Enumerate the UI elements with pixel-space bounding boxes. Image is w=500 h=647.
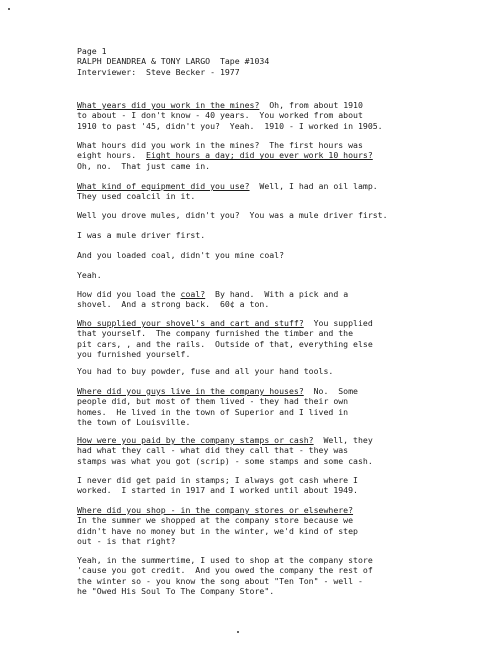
paragraph-payment: How were you paid by the company stamps or cash? Well, they had what they call - what did they call that - they was stamps was what you got (scrip) - some stamps and some cash. <box>77 435 373 466</box>
scan-speck <box>8 8 10 10</box>
interviewer-line: Interviewer: Steve Becker - 1977 <box>77 66 240 77</box>
interviewee-names: RALPH DEANDREA & TONY LARGO Tape #1034 <box>77 56 270 67</box>
paragraph-yeah: Yeah. <box>77 270 102 280</box>
paragraph-powder: You had to buy powder, fuse and all your hand tools. <box>77 366 334 376</box>
scan-speck <box>237 631 239 633</box>
paragraph-equipment: What kind of equipment did you use? Well, I had an oil lamp. They used coalcil in it. <box>77 181 378 202</box>
paragraph-never-stamps: I never did get paid in stamps; I always got cash where I worked. I started in 1917 and I worked until about 1949. <box>77 475 358 496</box>
paragraph-company-houses: Where did you guys live in the company houses? No. Some people did, but most of them lived - they had their own homes. He lived in the town of Superior and I lived in the town of Louisville. <box>77 386 358 428</box>
paragraph-supplies: Who supplied your shovel's and cart and stuff? You supplied that yourself. The company furnished the timber and the pit cars, , and the rails. Outside of that, everything else you furnished yourself. <box>77 318 373 360</box>
paragraph-shopping: Where did you shop - in the company stores or elsewhere? In the summer we shopped at the company store because we didn't have no money but in the winter, we'd kind of step out - is that right? <box>77 505 358 547</box>
paragraph-mules: Well you drove mules, didn't you? You was a mule driver first. <box>77 210 388 220</box>
paragraph-load-coal: How did you load the coal? By hand. With a pick and a shovel. And a strong back. 60¢ a ton. <box>77 289 349 310</box>
paragraph-loaded-coal: And you loaded coal, didn't you mine coal? <box>77 250 285 260</box>
paragraph-mule-driver: I was a mule driver first. <box>77 230 206 240</box>
paragraph-hours: What hours did you work in the mines? The first hours was eight hours. Eight hours a day; did you ever work 10 hours? Oh, no. That just came in. <box>77 140 373 171</box>
paragraph-years-worked: What years did you work in the mines? Oh, from about 1910 to about - I don't know - 40 years. You worked from about 1910 to past '45, didn't you? Yeah. 1910 - I worked in 1905. <box>77 100 383 131</box>
transcript-header <box>77 46 477 77</box>
paragraph-company-store: Yeah, in the summertime, I used to shop at the company store 'cause you got credit. And you owed the company the rest of the winter so - you know the song about "Ten Ton" - well - he "Owed His Soul To The Company Store". <box>77 555 373 597</box>
page-number: Page 1 <box>77 46 107 56</box>
